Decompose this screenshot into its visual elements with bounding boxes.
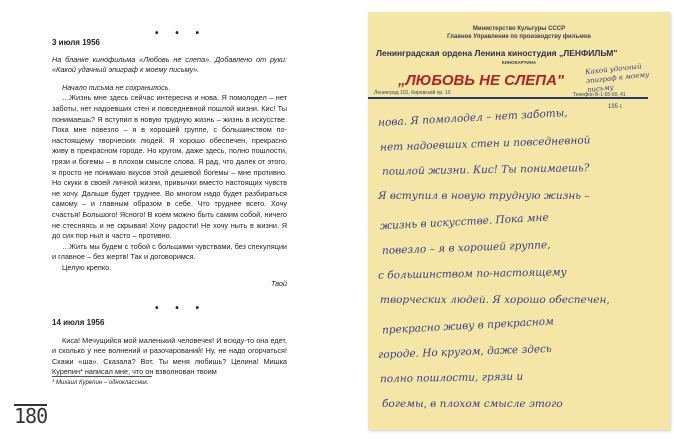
year-field: 195 г. bbox=[608, 104, 623, 110]
handwritten-line: пошлой жизни. Кис! Ты понимаешь? bbox=[381, 162, 590, 178]
letterhead-studio-line: Ленинградская ордена Ленина киностудия „ЛЕНФИЛЬМ" bbox=[376, 48, 618, 58]
handwritten-line: городе. Но кругом, даже здесь bbox=[377, 342, 552, 362]
handwritten-line: с большинством по-настоящему bbox=[377, 266, 567, 282]
phone: Телефон В-1-65-00, 41 bbox=[573, 92, 626, 98]
address: Ленинград 101, Кировский пр. 10 bbox=[374, 90, 451, 96]
handwritten-line: богемы, в плохом смысле этого bbox=[382, 398, 563, 410]
handwritten-line: прекрасно живу в прекрасном bbox=[381, 315, 555, 337]
paragraph: Целую крепко. bbox=[62, 262, 112, 272]
footnote-rule bbox=[52, 376, 152, 377]
handwritten-line: творческих людей. Я хорошо обеспечен, bbox=[380, 294, 610, 306]
letter-text bbox=[52, 38, 287, 290]
signature: Твой bbox=[271, 279, 287, 289]
letterhead-line: Главное Управление по производству фильмов bbox=[447, 34, 591, 40]
paragraph: …Жить мы будем с тобой с большими чувствами, без спекуляции и главное – без жертв! Так и договоримся. bbox=[52, 241, 287, 262]
handwritten-line: полно пошлости, грязи и bbox=[379, 370, 524, 386]
page-number: 180 bbox=[14, 404, 48, 428]
editor-note: На бланке кинофильма «Любовь не слепа». Добавлено от руки: «Какой удачный эпиграф к моему письму». bbox=[52, 54, 287, 75]
letterhead-rule bbox=[368, 97, 648, 99]
film-title: „ЛЮБОВЬ НЕ СЛЕПА" bbox=[398, 72, 565, 89]
letterhead-line: КИНОКАРТИНА bbox=[501, 60, 537, 65]
margin-note: Какой удачный эпиграф к моему письму bbox=[584, 62, 650, 95]
separator: • • • bbox=[155, 28, 207, 39]
paragraph: …Жизнь мне здесь сейчас интересна и нова. Я помолодел – нет заботы, нет надоевших стен и повседневной пошлой жизни. Кис! Ты понимаешь? Я вступил в новую трудную жизнь – жизнь в искусстве. Пока мне повезло – я в хорошей группе, с большинством по-настоящему творческих людей. Я хорошо обеспечен, прекрасно живу в прекрасном городе. Но кругом, даже здесь, полно пошлости, грязи и богемы – в плохом смысле слова. Я рад, что далек от этого, я просто не понимаю вкусов этой дешевой богемы – мне противно. Но скуки в своей личной жизни, привычки вместо настоящих чувств не хочу. Дальше будет труднее. Во многом надо будет разбираться самому – и главным образом в себе. Что труднее всего. Хочу счастья! Большого! Ясного! В коем можно быть самим собой, ничего не стесняясь и не скрывая! Хочу радости! Не хочу ныть в жизни. Я до сих пор ныл и часто – противно. bbox=[52, 93, 287, 241]
entry-date: 14 июля 1956 bbox=[52, 318, 105, 327]
handwritten-line: жизнь в искусстве. Пока мне bbox=[379, 211, 549, 233]
paragraph: Киса! Мечущийся мой маленький человечек! И всюду-то она едет, и сколько у нее волнений и разочарований! Ну, не надо огорчаться! Скажи «ша». Сказала? Вот. Ты меня любишь? Целина! Мишка Курепин* написал мне, что он взволнован твоим bbox=[52, 335, 287, 377]
entry-date: 3 июля 1956 bbox=[52, 38, 100, 47]
handwritten-line: нова. Я помолодел – нет заботы, bbox=[377, 107, 568, 129]
footnote: * Михаил Курепин – одноклассник. bbox=[52, 380, 149, 386]
handwritten-line: Я вступил в новую трудную жизнь – bbox=[378, 190, 590, 202]
handwritten-line: повезло – я в хорошей группе, bbox=[381, 239, 551, 257]
handwritten-line: нет надоевших стен и повседневной bbox=[379, 134, 591, 154]
separator: • • • bbox=[155, 303, 207, 314]
letter-scan bbox=[368, 12, 670, 430]
intro-note: Начало письма не сохранилось. bbox=[62, 82, 171, 92]
letter-text-2 bbox=[52, 318, 287, 378]
letterhead-line: Министерство Культуры СССР bbox=[472, 26, 566, 32]
